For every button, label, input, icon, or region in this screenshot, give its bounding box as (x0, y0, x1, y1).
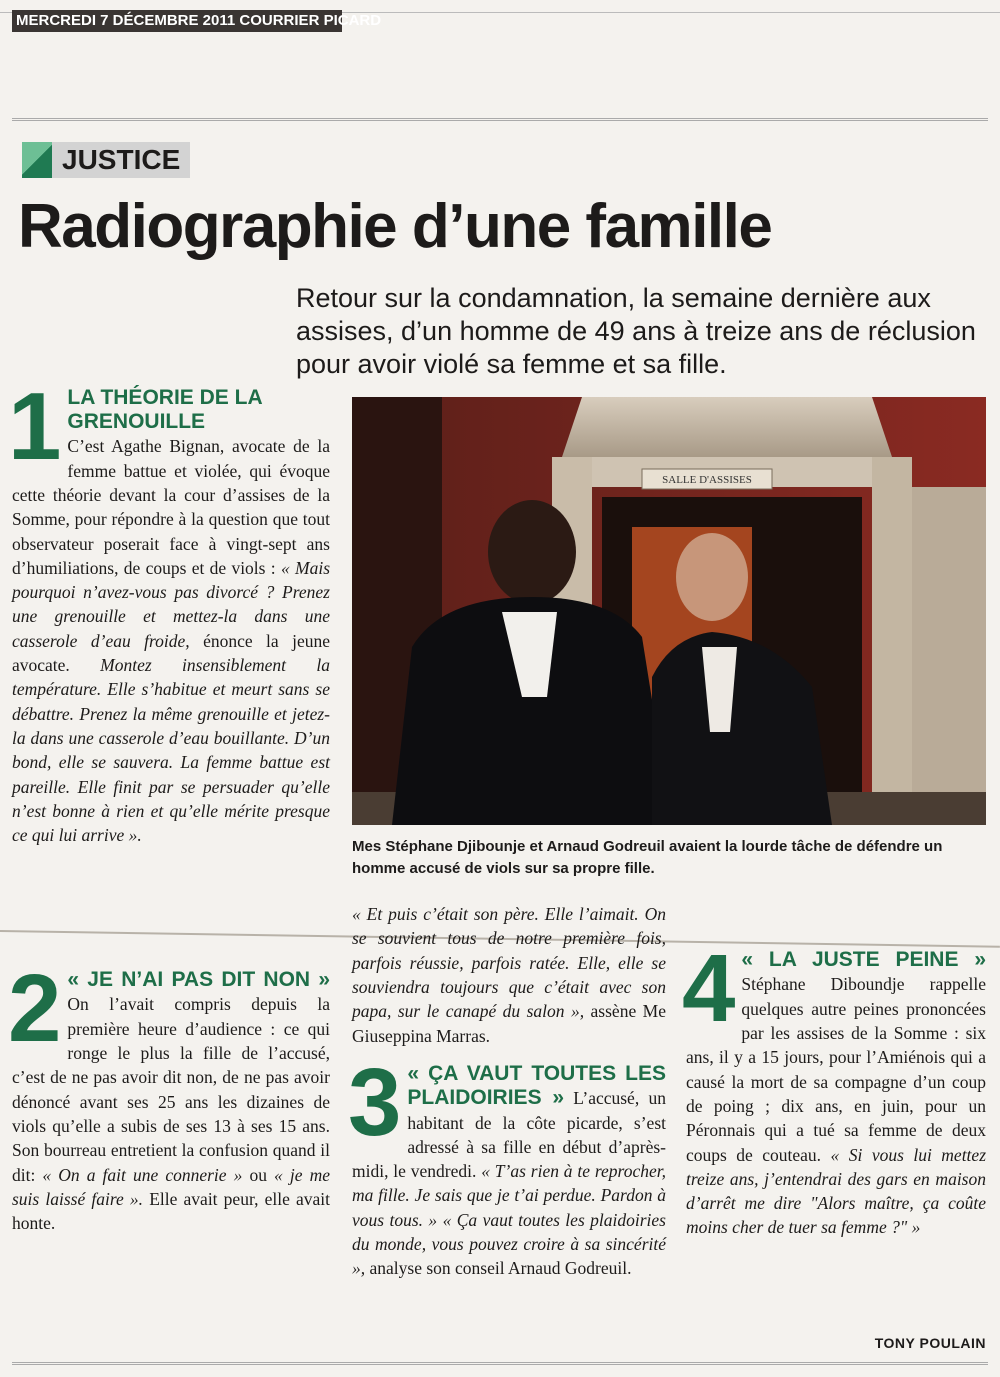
section-number: 4 (682, 935, 736, 1042)
photo-caption: Mes Stéphane Djibounje et Arnaud Godreuil avaient la lourde tâche de défendre un homme accusé de viols sur sa propre fille. (352, 838, 943, 877)
quote-text: « je me suis laissé faire ». (12, 1164, 330, 1209)
courtroom-illustration (352, 397, 986, 825)
section-number: 2 (8, 955, 62, 1062)
section-title: « LA JUSTE PEINE » (741, 948, 986, 971)
quote-text: Montez insensiblement la température. Elle s’habitue et meurt sans se débattre. Prenez la même grenouille et jetez-la dans une casserole d’eau bouillante. D’un bond, elle se sauvera. La femme battue est pareille. Elle finit par se persuader qu’elle n’est bonne à rien et qu’elle mérite presque ce qui lui arrive ». (12, 655, 330, 846)
section-number: 1 (8, 373, 62, 480)
quote-text: « Et puis c’était son père. Elle l’aimait. On se souvient tous de notre première fois, parfois réussie, parfois ratée. Elle, elle se souviendra toujours que c’était avec son papa, sur le canapé du salon », (352, 904, 666, 1022)
divider (12, 118, 988, 121)
section-tag (22, 140, 190, 180)
section-title: LA THÉORIE DE LA GRENOUILLE (67, 386, 262, 434)
masthead: MERCREDI 7 DÉCEMBRE 2011 COURRIER PICARD (12, 10, 342, 32)
section-2 (8, 955, 331, 1235)
bottom-divider (12, 1362, 988, 1365)
body-text: ou (242, 1164, 275, 1185)
quote-text: « On a fait une connerie » (42, 1164, 243, 1185)
section-4 (682, 935, 987, 1240)
column-2 (348, 902, 666, 1281)
quote-text: « Mais pourquoi n’avez-vous pas divorcé ? Prenez une grenouille et mettez-la dans une casserole d’eau froide, (12, 557, 331, 651)
section-label: JUSTICE (52, 142, 190, 178)
body-text: Elle avait peur, elle avait honte. (12, 1188, 331, 1234)
section-triangle-icon (22, 142, 52, 178)
section-title: « ÇA VAUT TOUTES LES PLAIDOIRIES » (407, 1061, 666, 1110)
body-text: C’est Agathe Bignan, avocate de la femme battue et violée, qui évoque cette théorie devant la cour d’assises de la Somme, pour répondre à la question que tout observateur poserait face à vingt-sept ans d’humiliations, de coups et de viols : (12, 436, 330, 578)
quote-text: « Si vous lui mettez treize ans, j’entendrai des gars en maison d’arrêt me dire "Alors maître, ça coûte moins cher de tuer sa femme ?" » (686, 1144, 987, 1238)
courtroom-photo (352, 397, 986, 825)
body-text: On l’avait compris depuis la première heure d’audience : ce qui ronge le plus la fille de l’accusé, c’est de ne pas avoir dit non, de ne pas avoir dénoncé avant ses 25 ans les dizaines de viols qu’elle a subis de ses 13 à ses 15 ans. Son bourreau entretient la confusion quand il dit: (12, 994, 330, 1185)
body-text: énonce la jeune avocate. (12, 630, 330, 676)
section-3 (348, 1048, 666, 1281)
body-text: Stéphane Diboundje rappelle quelques autre peines prononcées par les assises de la Somme : six ans, il y a 15 jours, pour l’Amiénois qui a causé la mort de sa compagne d’un coup de poing ; dix ans, en juin, pour un Péronnais qui a tué sa femme de deux coups de couteau. (686, 974, 986, 1165)
body-text: assène Me Giuseppina Marras. (352, 1001, 666, 1046)
quote-text: « T’as rien à te reprocher, ma fille. Je sais que je t’ai perdue. Pardon à vous tous. » « Ça vaut toutes les plaidoiries du monde, vous pouvez croire à sa sincérité », (352, 1161, 666, 1279)
body-text: analyse son conseil Arnaud Godreuil. (365, 1258, 632, 1279)
headline: Radiographie d’une famille (18, 192, 772, 261)
standfirst: Retour sur la condamnation, la semaine dernière aux assises, d’un homme de 49 ans à treize ans de réclusion pour avoir violé sa femme et sa fille. (296, 283, 976, 379)
salle-sign: SALLE D'ASSISES (662, 474, 752, 486)
section-title: « JE N’AI PAS DIT NON » (67, 968, 330, 991)
author-byline: TONY POULAIN (874, 1335, 986, 1351)
section-number: 3 (348, 1048, 402, 1156)
section-1 (8, 373, 331, 848)
body-text: L’accusé, un habitant de la côte picarde, s’est adressé à sa fille en début d’après-midi, le vendredi. (352, 1088, 666, 1182)
